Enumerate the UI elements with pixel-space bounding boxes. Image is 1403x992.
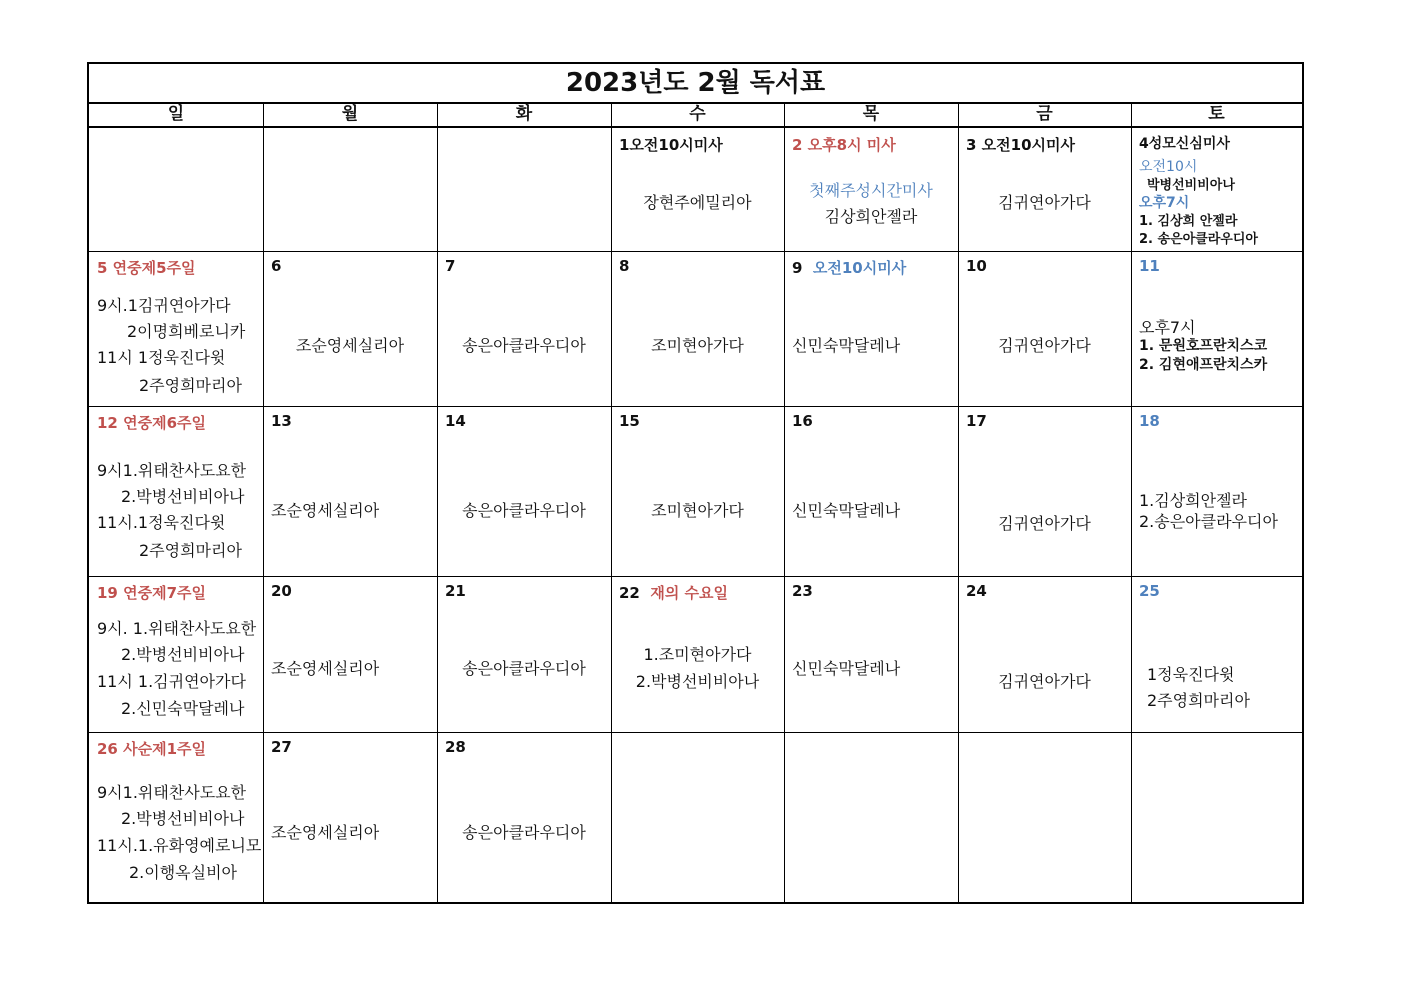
- day-cell-28: [437, 732, 611, 902]
- date-label: 10: [966, 257, 987, 275]
- weekday-wed: 수: [689, 104, 706, 124]
- date-label: 20: [271, 582, 292, 600]
- reader-line: 9시1.위태찬사도요한: [97, 783, 247, 802]
- day-cell-4: [1131, 128, 1302, 251]
- day-cell-26: [89, 732, 263, 902]
- date-label: 21: [445, 582, 466, 600]
- day-cell-10: [958, 251, 1131, 406]
- reader-line: 2.박병선비비아나: [121, 809, 245, 828]
- reader-name: 2. 송은아클라우디아: [1139, 232, 1258, 247]
- mass-time: 오후7시: [1139, 318, 1196, 337]
- date-label: [792, 257, 906, 278]
- date-label: 25: [1139, 582, 1160, 600]
- day-cell-20: [263, 576, 437, 732]
- reader-name: 송은아클라우디아: [462, 501, 586, 520]
- day-cell-3: [958, 128, 1131, 251]
- reader-line: 11시.1.유화영예로니모: [97, 836, 262, 855]
- date-label: 6: [271, 257, 282, 275]
- reader-name: 장현주에밀리아: [643, 193, 752, 212]
- date-label: 14: [445, 412, 466, 430]
- reader-name: 송은아클라우디아: [462, 659, 586, 678]
- day-cell-24: [958, 576, 1131, 732]
- date-label: [792, 134, 896, 155]
- weekday-tue: 화: [515, 104, 533, 124]
- reader-name: 2. 김현애프란치스카: [1139, 357, 1268, 373]
- reader-name: 조미현아가다: [651, 336, 744, 355]
- date-label: [619, 582, 728, 603]
- date-label: 24: [966, 582, 987, 600]
- reader-line: 2.박병선비비아나: [121, 645, 245, 664]
- day-cell-5: [89, 251, 263, 406]
- reader-line: 11시 1.김귀연아가다: [97, 672, 246, 691]
- reader-name: 김귀연아가다: [998, 336, 1091, 355]
- day-cell-19: [89, 576, 263, 732]
- date-label: 12 연중제6주일: [97, 414, 206, 432]
- day-cell-11: [1131, 251, 1302, 406]
- date-label: 13: [271, 412, 292, 430]
- reader-name: 김귀연아가다: [998, 514, 1091, 533]
- date-label: 11: [1139, 257, 1160, 275]
- reader-line: 2주영희마리아: [139, 541, 242, 560]
- reading-schedule-table: [87, 62, 1304, 904]
- reader-line: 11시 1정욱진다윗: [97, 348, 226, 367]
- date-number: 9: [792, 259, 803, 277]
- date-label: 27: [271, 738, 292, 756]
- reader-name: 신민숙막달레나: [792, 336, 901, 355]
- reader-name: 조미현아가다: [651, 501, 744, 520]
- page-title: 2023년도 2월 독서표: [89, 64, 1302, 104]
- reader-line: 2주영희마리아: [1147, 691, 1250, 710]
- day-cell-13: [263, 406, 437, 576]
- day-cell-7: [437, 251, 611, 406]
- date-event: 오전10시미사: [812, 259, 907, 277]
- date-label: 26 사순제1주일: [97, 740, 206, 758]
- reader-name: 김상희안젤라: [824, 207, 918, 226]
- reader-line: 2.박병선비비아나: [635, 672, 760, 691]
- weekday-sun: 일: [167, 104, 185, 124]
- day-cell-16: [784, 406, 958, 576]
- weekday-fri: 금: [1036, 104, 1053, 124]
- date-number: 22: [619, 584, 640, 602]
- date-label: 3 오전10시미사: [966, 136, 1075, 154]
- weekday-thu: 목: [862, 104, 880, 124]
- reader-name: 1. 문원호프란치스코: [1139, 338, 1268, 354]
- event-note: 첫째주성시간미사: [809, 181, 933, 200]
- reader-name: 신민숙막달레나: [792, 501, 901, 520]
- date-label: 15: [619, 412, 640, 430]
- reader-line: 1.김상희안젤라: [1139, 491, 1248, 510]
- date-label: 18: [1139, 412, 1160, 430]
- day-cell-6: [263, 251, 437, 406]
- day-cell-2: [784, 128, 958, 251]
- date-label: 23: [792, 582, 813, 600]
- date-label: 19 연중제7주일: [97, 584, 206, 602]
- date-event: 재의 수요일: [650, 584, 729, 602]
- reader-name: 김귀연아가다: [998, 193, 1091, 212]
- reader-name: 1. 김상희 안젤라: [1139, 214, 1238, 229]
- day-cell-17: [958, 406, 1131, 576]
- weekday-header-row: [89, 102, 1302, 128]
- weekday-mon: 월: [341, 104, 359, 124]
- reader-line: 2주영희마리아: [139, 376, 242, 395]
- reader-line: 11시.1정욱진다윗: [97, 513, 226, 532]
- reader-name: 김귀연아가다: [998, 672, 1091, 691]
- reader-line: 2.이행옥실비아: [129, 863, 238, 882]
- reader-line: 9시1.위태찬사도요한: [97, 461, 247, 480]
- date-label: 5 연중제5주일: [97, 259, 196, 277]
- day-cell-18: [1131, 406, 1302, 576]
- mass-time: 오후7시: [1139, 195, 1190, 211]
- reader-line: 9시.1김귀연아가다: [97, 296, 231, 315]
- day-cell-12: [89, 406, 263, 576]
- reader-name: 신민숙막달레나: [792, 659, 901, 678]
- day-cell-23: [784, 576, 958, 732]
- reader-line: 2.송은아클라우디아: [1139, 512, 1278, 531]
- date-label: 1오전10시미사: [619, 136, 723, 154]
- day-cell-22: [611, 576, 784, 732]
- reader-name: 조순영세실리아: [271, 823, 380, 842]
- reader-line: 2이명희베로니카: [127, 322, 246, 341]
- day-cell-8: [611, 251, 784, 406]
- day-cell-9: [784, 251, 958, 406]
- date-number: 2: [792, 136, 803, 154]
- reader-line: 1정욱진다윗: [1147, 665, 1235, 684]
- reader-line: 2.박병선비비아나: [121, 487, 245, 506]
- reader-name: 조순영세실리아: [271, 659, 380, 678]
- reader-line: 9시. 1.위태찬사도요한: [97, 619, 257, 638]
- day-cell-14: [437, 406, 611, 576]
- reader-name: 조순영세실리아: [295, 336, 405, 355]
- reader-line: 1.조미현아가다: [643, 645, 752, 664]
- day-cell-15: [611, 406, 784, 576]
- reader-name: 조순영세실리아: [271, 501, 380, 520]
- day-cell-25: [1131, 576, 1302, 732]
- date-label: 17: [966, 412, 987, 430]
- reader-name: 송은아클라우디아: [462, 336, 586, 355]
- reader-line: 2.신민숙막달레나: [121, 699, 245, 718]
- day-cell-21: [437, 576, 611, 732]
- date-label: 28: [445, 738, 466, 756]
- day-cell-27: [263, 732, 437, 902]
- date-label: 4성모신심미사: [1139, 136, 1230, 152]
- date-event: 오후8시 미사: [807, 136, 896, 154]
- mass-time: 오전10시: [1139, 159, 1198, 175]
- reader-name: 박병선비비아나: [1147, 178, 1235, 193]
- date-label: 8: [619, 257, 630, 275]
- reader-name: 송은아클라우디아: [462, 823, 586, 842]
- date-label: 7: [445, 257, 456, 275]
- weekday-sat: 토: [1208, 104, 1225, 124]
- day-cell-1: [611, 128, 784, 251]
- date-label: 16: [792, 412, 813, 430]
